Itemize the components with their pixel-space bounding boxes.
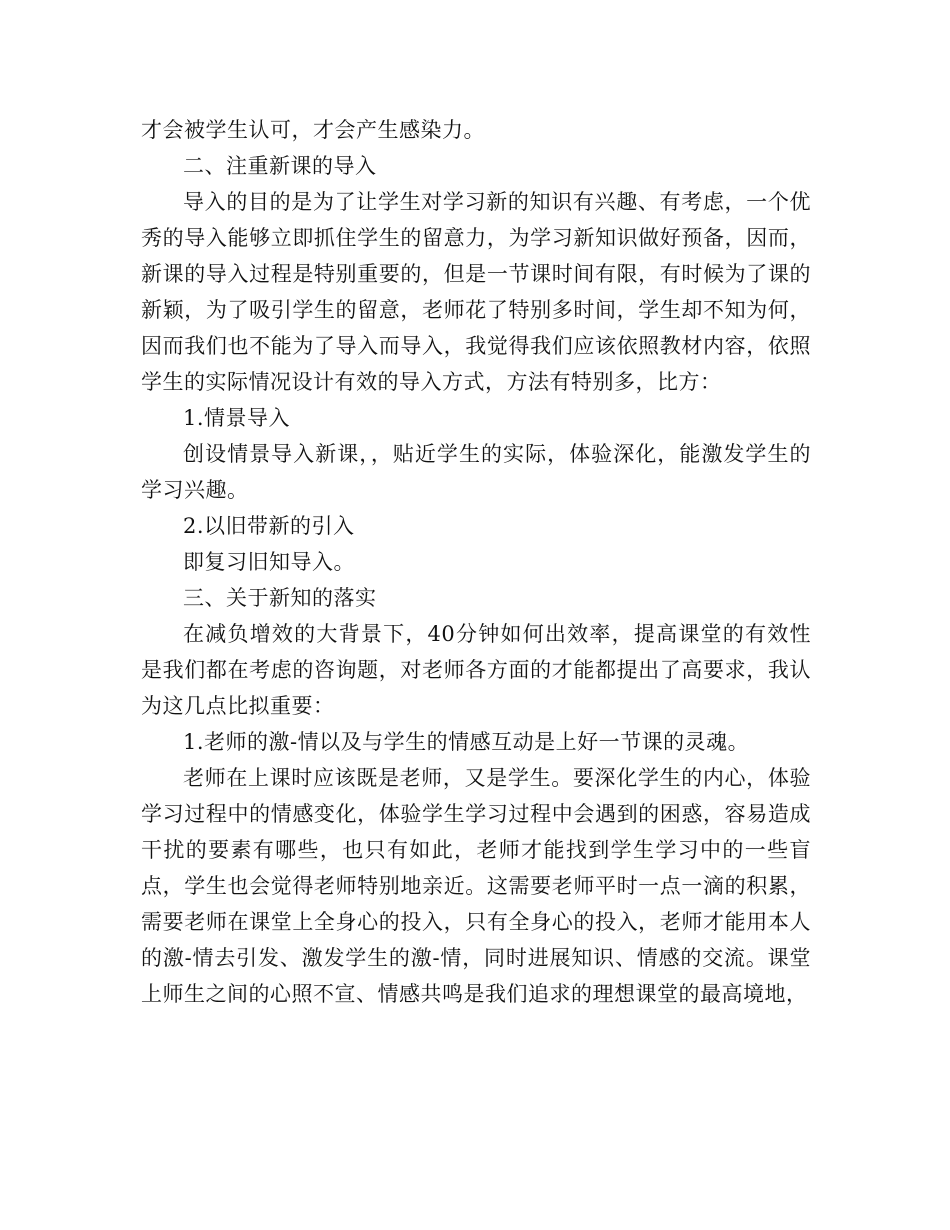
paragraph-efficiency: 在减负增效的大背景下，40分钟如何出效率，提高课堂的有效性是我们都在考虑的咨询题，对老师各方面的才能都提出了高要求，我认为这几点比拟重要： xyxy=(141,622,811,718)
document-body xyxy=(141,112,811,1012)
paragraph-teacher-role: 老师在上课时应该既是老师，又是学生。要深化学生的内心，体验学习过程中的情感变化，体验学生学习过程中会遇到的困惑，容易造成干扰的要素有哪些，也只有如此，老师才能找到学生学习中的一些盲点，学生也会觉得老师特别地亲近。这需要老师平时一点一滴的积累，需要老师在课堂上全身心的投入，只有全身心的投入，老师才能用本人的激-情去引发、激发学生的激-情，同时进展知识、情感的交流。课堂上师生之间的心照不宣、情感共鸣是我们追求的理想课堂的最高境地， xyxy=(141,766,811,1006)
paragraph-review: 即复习旧知导入。 xyxy=(183,550,355,574)
paragraph-continuation: 才会被学生认可，才会产生感染力。 xyxy=(141,118,485,142)
paragraph-scenario: 创设情景导入新课，，贴近学生的实际，体验深化，能激发学生的学习兴趣。 xyxy=(141,442,811,502)
section-heading-3: 三、关于新知的落实 xyxy=(183,586,377,610)
subheading-teacher-passion: 1.老师的激-情以及与学生的情感互动是上好一节课的灵魂。 xyxy=(183,730,750,754)
section-heading-2: 二、注重新课的导入 xyxy=(183,154,377,178)
paragraph-introduction: 导入的目的是为了让学生对学习新的知识有兴趣、有考虑，一个优秀的导入能够立即抓住学生的留意力，为学习新知识做好预备，因而，新课的导入过程是特别重要的，但是一节课时间有限，有时候为了课的新颖，为了吸引学生的留意，老师花了特别多时间，学生却不知为何，因而我们也不能为了导入而导入，我觉得我们应该依照教材内容，依照学生的实际情况设计有效的导入方式，方法有特别多，比方： xyxy=(141,190,811,394)
subheading-scenario-introduction: 1.情景导入 xyxy=(183,406,291,430)
subheading-old-to-new: 2.以旧带新的引入 xyxy=(183,514,355,538)
